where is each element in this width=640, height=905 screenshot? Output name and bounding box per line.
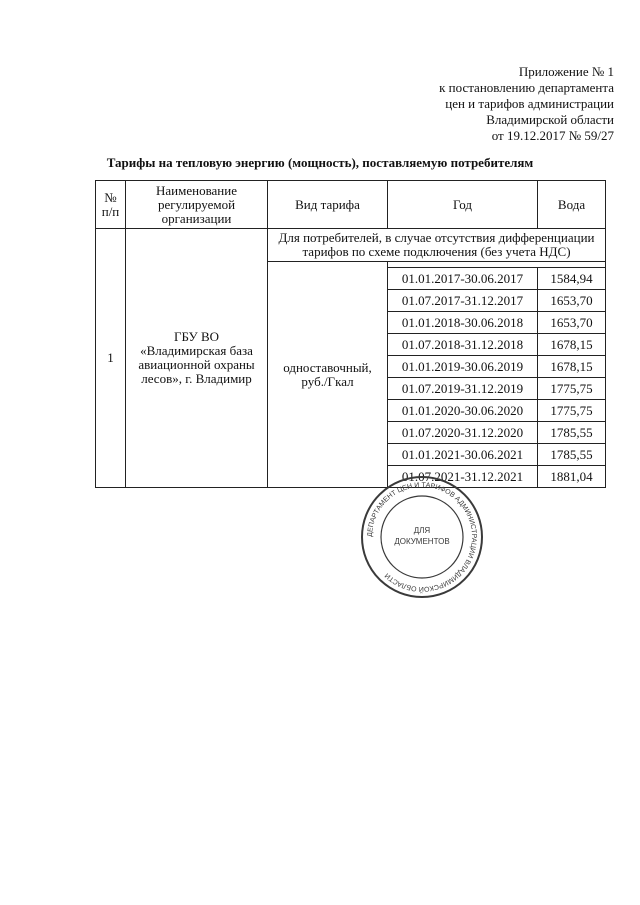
consumer-note: Для потребителей, в случае отсутствия дифференциации тарифов по схеме подключения (без учета НДС) [268, 229, 606, 262]
stamp-center-text-2: ДОКУМЕНТОВ [394, 537, 450, 546]
header-tariff-type: Вид тарифа [268, 181, 388, 229]
stamp-center-text-1: ДЛЯ [413, 526, 431, 535]
header-organization: Наименование регулируемой организации [126, 181, 268, 229]
period-cell: 01.01.2020-30.06.2020 [388, 400, 538, 422]
header-water: Вода [538, 181, 606, 229]
header-num: № п/п [96, 181, 126, 229]
row-number: 1 [96, 229, 126, 488]
value-cell: 1653,70 [538, 290, 606, 312]
organization-name: ГБУ ВО «Владимирская база авиационной охраны лесов», г. Владимир [126, 229, 268, 488]
stamp-ring-text: ДЕПАРТАМЕНТ ЦЕН И ТАРИФОВ АДМИНИСТРАЦИИ ВЛАДИМИРСКОЙ ОБЛАСТИ [366, 481, 478, 593]
period-cell: 01.07.2021-31.12.2021 [388, 466, 538, 488]
header-year: Год [388, 181, 538, 229]
appendix-line: Приложение № 1 [518, 64, 614, 79]
period-cell: 01.01.2018-30.06.2018 [388, 312, 538, 334]
table-header-row [96, 181, 606, 229]
appendix-line: от 19.12.2017 № 59/27 [491, 128, 614, 143]
value-cell: 1881,04 [538, 466, 606, 488]
value-cell: 1678,15 [538, 356, 606, 378]
document-title: Тарифы на тепловую энергию (мощность), поставляемую потребителям [106, 155, 534, 170]
value-cell: 1775,75 [538, 378, 606, 400]
period-cell: 01.07.2017-31.12.2017 [388, 290, 538, 312]
appendix-line: Владимирской области [486, 112, 614, 127]
period-cell: 01.07.2019-31.12.2019 [388, 378, 538, 400]
value-cell: 1653,70 [538, 312, 606, 334]
value-cell: 1785,55 [538, 444, 606, 466]
period-cell: 01.01.2021-30.06.2021 [388, 444, 538, 466]
tariff-table [95, 180, 606, 488]
value-cell: 1584,94 [538, 268, 606, 290]
period-cell: 01.07.2018-31.12.2018 [388, 334, 538, 356]
period-cell: 01.01.2019-30.06.2019 [388, 356, 538, 378]
appendix-header [314, 64, 614, 144]
appendix-line: к постановлению департамента [439, 80, 614, 95]
table-row [96, 229, 606, 262]
appendix-line: цен и тарифов администрации [445, 96, 614, 111]
tariff-type: одноставочный, руб./Гкал [268, 262, 388, 488]
value-cell: 1785,55 [538, 422, 606, 444]
period-cell: 01.01.2017-30.06.2017 [388, 268, 538, 290]
value-cell: 1775,75 [538, 400, 606, 422]
official-stamp [358, 473, 486, 601]
period-cell: 01.07.2020-31.12.2020 [388, 422, 538, 444]
value-cell: 1678,15 [538, 334, 606, 356]
